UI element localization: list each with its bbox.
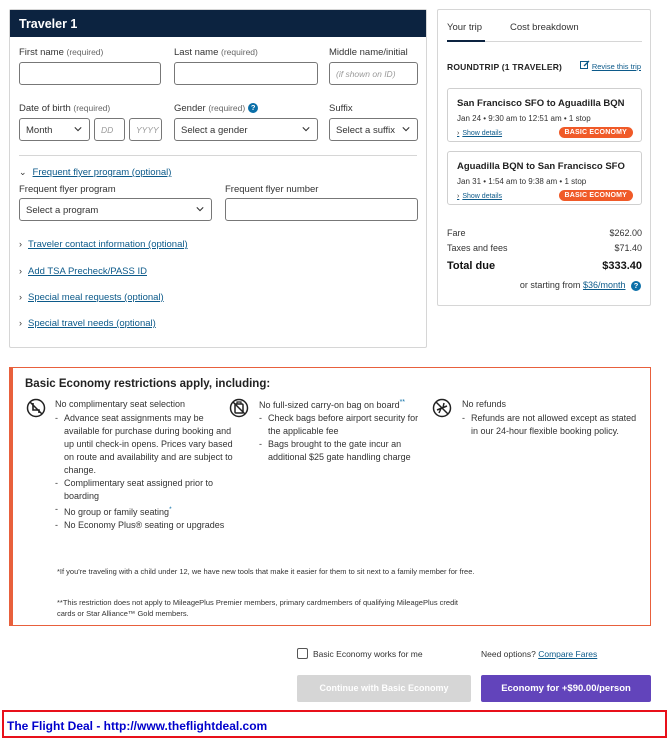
tab-cost-breakdown[interactable]: Cost breakdown (510, 22, 579, 33)
last-name-label: Last name (required) (174, 47, 258, 58)
monthly-option: or starting from $36/month ? (520, 280, 641, 291)
first-name-label: First name (required) (19, 47, 104, 58)
flight-card-outbound (447, 88, 642, 142)
contact-info-toggle[interactable]: › Traveler contact information (optional) (19, 239, 188, 250)
no-refund-icon (432, 398, 452, 418)
flight-card-return (447, 151, 642, 205)
fare-row (447, 228, 642, 238)
dob-day-input[interactable] (94, 118, 125, 141)
total-value: $333.40 (602, 260, 642, 272)
basic-economy-badge: BASIC ECONOMY (559, 127, 634, 138)
dob-label: Date of birth (required) (19, 103, 111, 114)
travel-needs-toggle[interactable]: › Special travel needs (optional) (19, 318, 156, 329)
chevron-right-icon: › (19, 239, 22, 249)
revise-trip-link[interactable]: Revise this trip (591, 62, 641, 71)
chevron-down-icon (402, 125, 410, 133)
dob-year-placeholder: YYYY (136, 125, 159, 135)
basic-economy-badge: BASIC ECONOMY (559, 190, 634, 201)
suffix-select[interactable] (329, 118, 418, 141)
chevron-right-icon: › (19, 318, 22, 328)
chevron-down-icon: ⌄ (19, 167, 27, 177)
bag-restriction-list (259, 412, 431, 464)
taxes-label: Taxes and fees (447, 243, 508, 253)
seat-restriction-list (55, 412, 235, 532)
dob-month-select[interactable] (19, 118, 90, 141)
restrictions-title: Basic Economy restrictions apply, including: (25, 378, 271, 390)
seat-restriction-heading: No complimentary seat selection (55, 399, 186, 409)
list-item: - Check bags before airport security for the applicable fee (259, 412, 431, 438)
flight-route: Aguadilla BQN to San Francisco SFO (457, 161, 625, 172)
flight-time: Jan 24 • 9:30 am to 12:51 am • 1 stop (457, 114, 591, 123)
dob-day-placeholder: DD (101, 125, 114, 135)
taxes-row (447, 243, 642, 253)
edit-icon[interactable] (580, 60, 590, 70)
monthly-help-icon[interactable]: ? (631, 281, 641, 291)
continue-basic-economy-button[interactable]: Continue with Basic Economy (297, 675, 471, 702)
active-tab-indicator (447, 40, 485, 42)
gender-select[interactable] (174, 118, 318, 141)
middle-name-input[interactable] (329, 62, 418, 85)
tsa-toggle[interactable]: › Add TSA Precheck/PASS ID (19, 266, 147, 277)
ffp-select[interactable] (19, 198, 212, 221)
fare-label: Fare (447, 228, 466, 238)
no-bag-icon (229, 398, 249, 418)
no-seat-icon (26, 398, 46, 418)
bag-restriction-heading: No full-sized carry-on bag on board** (259, 399, 406, 410)
flight-deal-text: The Flight Deal - http://www.theflightdeal.com (7, 719, 268, 733)
gender-label: Gender (required) ? (174, 103, 258, 114)
last-name-input[interactable] (174, 62, 318, 85)
traveler-form-panel (9, 9, 427, 348)
list-item: - Refunds are not allowed except as stated in our 24-hour flexible booking policy. (462, 412, 640, 438)
basic-economy-restrictions (9, 367, 651, 626)
monthly-link[interactable]: $36/month (582, 280, 626, 290)
refund-restriction-heading: No refunds (462, 399, 507, 409)
middle-name-placeholder: (if shown on ID) (336, 69, 396, 79)
taxes-value: $71.40 (614, 243, 642, 253)
list-item: - Bags brought to the gate incur an additional $25 gate handling charge (259, 438, 431, 464)
dob-year-input[interactable] (129, 118, 162, 141)
ffp-value: Select a program (26, 205, 99, 216)
chevron-down-icon (74, 125, 82, 133)
first-name-input[interactable] (19, 62, 161, 85)
list-item: - No group or family seating* (55, 503, 235, 519)
ffp-label: Frequent flyer program (19, 184, 116, 195)
refund-restriction-list (462, 412, 640, 438)
gender-value: Select a gender (181, 125, 248, 136)
trip-summary-panel (437, 9, 651, 306)
list-item: - Complimentary seat assigned prior to boarding (55, 477, 235, 503)
roundtrip-heading: ROUNDTRIP (1 TRAVELER) (447, 62, 563, 72)
chevron-right-icon: › (19, 292, 22, 302)
chevron-down-icon (302, 125, 310, 133)
middle-name-label: Middle name/initial (329, 47, 408, 58)
total-row (447, 260, 642, 272)
gender-help-icon[interactable]: ? (248, 103, 258, 113)
compare-fares-link[interactable]: Compare Fares (538, 649, 598, 659)
ff-number-input[interactable] (225, 198, 418, 221)
footnote-child: *If you're traveling with a child under 12, we have new tools that make it easier for them to sit next to a family member for free. (57, 567, 475, 576)
total-label: Total due (447, 260, 496, 272)
tab-your-trip[interactable]: Your trip (447, 22, 483, 33)
basic-economy-checkbox-label[interactable]: Basic Economy works for me (313, 649, 423, 659)
economy-upgrade-button[interactable]: Economy for +$90.00/person (481, 675, 651, 702)
flight-time: Jan 31 • 1:54 am to 9:38 am • 1 stop (457, 177, 587, 186)
traveler-heading: Traveler 1 (10, 10, 426, 37)
suffix-label: Suffix (329, 103, 353, 114)
show-details-link[interactable]: › Show details (457, 130, 503, 137)
list-item: - No Economy Plus® seating or upgrades (55, 519, 235, 532)
footnote-exemption: **This restriction does not apply to MileagePlus Premier members, primary cardmembers of qualifying MileagePlus credit cards or Star Alliance™ Gold members. (57, 598, 458, 618)
ff-number-label: Frequent flyer number (225, 184, 319, 195)
dob-month-value: Month (26, 125, 53, 136)
fare-value: $262.00 (609, 228, 642, 238)
flight-deal-banner (2, 710, 667, 738)
basic-economy-checkbox[interactable] (297, 648, 308, 659)
suffix-value: Select a suffix (336, 125, 395, 136)
flight-route: San Francisco SFO to Aguadilla BQN (457, 98, 625, 109)
frequent-flyer-toggle[interactable]: ⌄ Frequent flyer program (optional) (19, 167, 172, 178)
chevron-right-icon: › (19, 266, 22, 276)
meal-toggle[interactable]: › Special meal requests (optional) (19, 292, 164, 303)
chevron-down-icon (196, 205, 204, 213)
section-divider (19, 155, 417, 156)
list-item: - Advance seat assignments may be available for purchase during booking and up until check-in opens. Prices vary based on route and availability and are subject to change. (55, 412, 235, 477)
show-details-link[interactable]: › Show details (457, 193, 503, 200)
need-options: Need options? Compare Fares (481, 649, 598, 659)
